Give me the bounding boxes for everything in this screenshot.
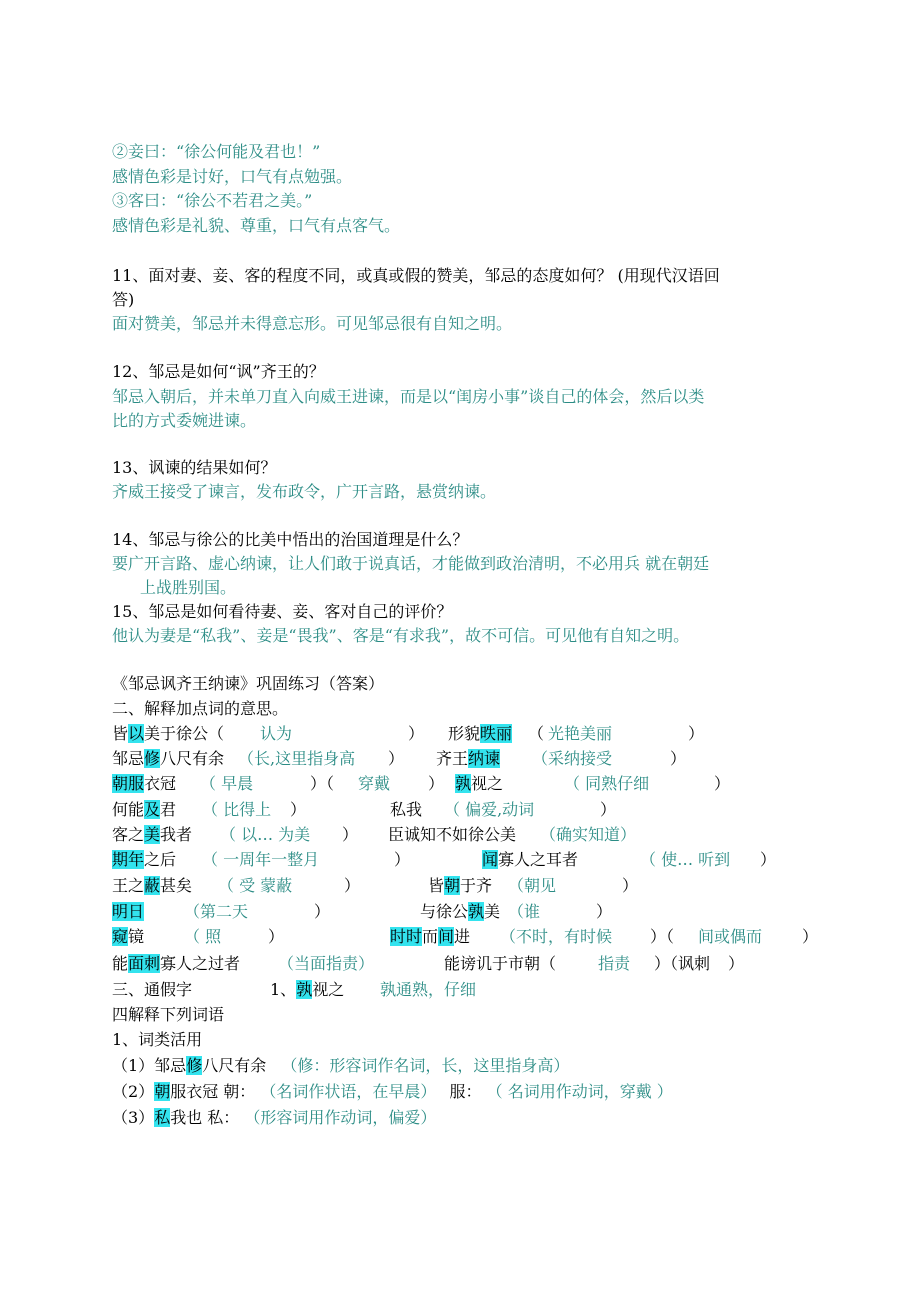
vocab-answer: （ 使… 听到 bbox=[640, 850, 731, 869]
vocab-answer: （不时，有时候 bbox=[500, 927, 613, 946]
paren-close: ） bbox=[408, 724, 425, 743]
vocab-answer: （ 照 bbox=[184, 927, 222, 946]
concubine-answer: 感情色彩是讨好，口气有点勉强。 bbox=[112, 167, 353, 186]
guest-answer: 感情色彩是礼貌、尊重，口气有点客气。 bbox=[112, 216, 401, 235]
highlighted-word: 间 bbox=[438, 927, 455, 946]
vocab-item: 闻寡人之耳者 bbox=[482, 850, 579, 869]
paren-close: ） bbox=[428, 774, 445, 793]
part2-heading: 二、解释加点词的意思。 bbox=[112, 699, 289, 718]
word-usage-2: （2）朝服衣冠 朝： （名词作状语，在早晨） 服： （ 名词用作动词，穿戴 ） bbox=[112, 1082, 673, 1101]
practice-title: 《邹忌讽齐王纳谏》巩固练习（答案） bbox=[112, 674, 385, 693]
paren-close: ） bbox=[714, 774, 731, 793]
vocab-answer: （第二天 bbox=[184, 902, 249, 921]
vocab-answer: （ 偏爱,动词 bbox=[444, 800, 535, 819]
paren-close: ） bbox=[268, 927, 285, 946]
vocab-item: 私我 bbox=[390, 800, 423, 819]
part4-heading: 四解释下列词语 bbox=[112, 1005, 225, 1024]
vocab-answer: （ 比得上 bbox=[202, 800, 272, 819]
paren-close: ） bbox=[622, 876, 639, 895]
highlighted-word: 修 bbox=[186, 1056, 203, 1075]
highlighted-word: 期年 bbox=[112, 850, 145, 869]
highlighted-word: 窥 bbox=[112, 927, 129, 946]
vocab-answer: （ 以… 为美 bbox=[220, 825, 311, 844]
vocab-answer: （名词作状语，在早晨） bbox=[260, 1082, 437, 1101]
highlighted-word: 蔽 bbox=[144, 876, 161, 895]
q13-question: 13、讽谏的结果如何？ bbox=[112, 458, 277, 477]
vocab-item: 客之美我者 bbox=[112, 825, 193, 844]
document-page: ②妾曰：“徐公何能及君也！” 感情色彩是讨好，口气有点勉强。 ③客曰：“徐公不若君之美。” 感情色彩是礼貌、尊重，口气有点客气。 11、面对妻、妾、客的程度不同，或真或假的赞美，邹忌的态度如何？ (用现代汉语回 答) 面对赞美，邹忌并未得意忘形。可见邹忌很有自知之明。 12、邹忌是如何“讽”齐王的？ 邹忌入朝后，并未单刀直入向威王进谏，而是以“闺房小事”谈自己的体会，然后以类 比的方式委婉进谏。 13、讽谏的结果如何？ 齐威王接受了谏言，发布政令，广开言路，悬赏纳谏。 14、邹忌与徐公的比美中悟出的治国道理是什么？ 要广开言路、虚心纳谏，让人们敢于说真话，才能做到政治清明，不必用兵 就在朝廷 上战胜别国。 15、邹忌是如何看待妻、妾、客对自己的评价？ 他认为妻是“私我”、妾是“畏我”、客是“有求我”，故不可信。可见他有自知之明。 《邹忌讽齐王纳谏》巩固练习（答案） 二、解释加点词的意思。 皆以美于徐公（ 认为 ） 形貌昳丽 （ 光艳美丽 ） 邹忌修八尺有余 （长,这里指身高 ） 齐王纳谏 （采纳接受 ） 朝服衣冠 （ 早晨 ）（ 穿戴 ） 孰视之 （ 同熟仔细 ） 何能及君 （ 比得上 ） 私我 （ 偏爱,动词 ） 客之美我者 （ 以… 为美 ） 臣诚知不如徐公美 （确实知道） 期年之后 （ 一周年一整月 ） 闻寡人之耳者 （ 使… 听到 ） 王之蔽甚矣 （ 受 蒙蔽 ） 皆朝于齐 （朝见 ） 明日 （第二天 ） 与徐公孰美 （谁 ） 窥镜 （ 照 ） 时时而间进 （不时，有时候 ）（ 间或偶而 ） 能面刺寡人之过者 （当面指责） 能谤讥于市朝（ 指责 ）（讽刺 ） 三、通假字 1、孰视之 孰通熟，仔细 四解释下列词语 1、词类活用 （1）邹忌修八尺有余 （修：形容词作名词，长，这里指身高） （2）朝服衣冠 朝： （名词作状语，在早晨） 服： （ 名词用作动词，穿戴 ） （3）私我也 私： （形容词用作动词，偏爱） bbox=[112, 142, 819, 1127]
vocab-item: 臣诚知不如徐公美 bbox=[388, 825, 517, 844]
word-usage-3: （3）私我也 私： （形容词用作动词，偏爱） bbox=[112, 1108, 437, 1127]
vocab-item: 邹忌修八尺有余 bbox=[112, 749, 225, 768]
vocab-item: 孰视之 bbox=[455, 774, 504, 793]
highlighted-word: 朝服 bbox=[112, 774, 145, 793]
q14-answer-line2: 上战胜别国。 bbox=[140, 578, 237, 597]
highlighted-word: 及 bbox=[144, 800, 161, 819]
highlighted-word: 孰 bbox=[468, 902, 485, 921]
highlighted-word: 私 bbox=[154, 1108, 171, 1127]
paren-close: ） bbox=[688, 724, 705, 743]
vocab-answer: （ 一周年一整月 bbox=[202, 850, 320, 869]
paren-close: ） bbox=[600, 800, 617, 819]
vocab-item: 皆朝于齐 bbox=[428, 876, 493, 895]
paren-close: ） bbox=[802, 927, 819, 946]
vocab-item: 期年之后 bbox=[112, 850, 177, 869]
sub1-heading: 1、词类活用 bbox=[112, 1030, 203, 1049]
vocab-item: 与徐公孰美 bbox=[420, 902, 501, 921]
vocab-answer: 指责 bbox=[598, 954, 631, 973]
vocab-answer: （ 名词用作动词，穿戴 ） bbox=[486, 1082, 673, 1101]
vocab-item: 1、孰视之 bbox=[270, 980, 345, 999]
vocab-item: 能面刺寡人之过者 bbox=[112, 954, 241, 973]
vocab-item: 齐王纳谏 bbox=[436, 749, 501, 768]
vocab-answer: （ 早晨 bbox=[200, 774, 254, 793]
vocab-answer: （修：形容词作名词，长，这里指身高） bbox=[281, 1056, 570, 1075]
highlighted-word: 美 bbox=[144, 825, 161, 844]
vocab-answer: （长,这里指身高 bbox=[238, 749, 356, 768]
highlighted-word: 纳谏 bbox=[468, 749, 501, 768]
vocab-answer: 光艳美丽 bbox=[548, 724, 613, 743]
word-usage-1: （1）邹忌修八尺有余 （修：形容词作名词，长，这里指身高） bbox=[112, 1056, 570, 1075]
paren-close: ） bbox=[596, 902, 613, 921]
paren-close: ） bbox=[670, 749, 687, 768]
highlighted-word: 明日 bbox=[112, 902, 145, 921]
vocab-answer: （形容词用作动词，偏爱） bbox=[244, 1108, 437, 1127]
highlighted-word: 孰 bbox=[455, 774, 472, 793]
vocab-item: 皆以美于徐公（ bbox=[112, 724, 225, 743]
vocab-item: 能谤讥于市朝（ bbox=[444, 954, 557, 973]
highlighted-word: 昳丽 bbox=[480, 724, 513, 743]
vocab-item: 时时而间进 bbox=[390, 927, 471, 946]
highlighted-word: 面刺 bbox=[128, 954, 161, 973]
q15-answer: 他认为妻是“私我”、妾是“畏我”、客是“有求我”，故不可信。可见他有自知之明。 bbox=[112, 626, 690, 645]
vocab-item: 形貌昳丽 bbox=[448, 724, 513, 743]
q13-answer: 齐威王接受了谏言，发布政令，广开言路，悬赏纳谏。 bbox=[112, 482, 497, 501]
q11-question-line1: 11、面对妻、妾、客的程度不同，或真或假的赞美，邹忌的态度如何？ (用现代汉语回 bbox=[112, 266, 720, 285]
vocab-item: 何能及君 bbox=[112, 800, 177, 819]
q14-question: 14、邹忌与徐公的比美中悟出的治国道理是什么？ bbox=[112, 530, 469, 549]
concubine-quote: ②妾曰：“徐公何能及君也！” bbox=[112, 142, 321, 161]
paren-close: ） bbox=[314, 902, 331, 921]
vocab-answer: （确实知道） bbox=[540, 825, 637, 844]
vocab-item: 王之蔽甚矣 bbox=[112, 876, 193, 895]
vocab-answer: 间或偶而 bbox=[698, 927, 763, 946]
highlighted-word: 朝 bbox=[154, 1082, 171, 1101]
vocab-answer: （当面指责） bbox=[278, 954, 375, 973]
part3-heading: 三、通假字 bbox=[112, 980, 193, 999]
q12-answer-line1: 邹忌入朝后，并未单刀直入向威王进谏，而是以“闺房小事”谈自己的体会，然后以类 bbox=[112, 387, 705, 406]
paren-close: ） bbox=[344, 876, 361, 895]
q15-question: 15、邹忌是如何看待妻、妾、客对自己的评价？ bbox=[112, 602, 453, 621]
paren-close: ） bbox=[290, 800, 307, 819]
q11-question-line2: 答) bbox=[112, 290, 135, 309]
q12-answer-line2: 比的方式委婉进谏。 bbox=[112, 411, 257, 430]
vocab-answer: （采纳接受 bbox=[532, 749, 613, 768]
vocab-item: 窥镜 bbox=[112, 927, 145, 946]
paren-close: ） bbox=[760, 850, 777, 869]
vocab-answer: （ 受 蒙蔽 bbox=[218, 876, 293, 895]
q14-answer-line1: 要广开言路、虚心纳谏，让人们敢于说真话，才能做到政治清明，不必用兵 就在朝廷 bbox=[112, 554, 710, 573]
paren-close: ） bbox=[394, 850, 411, 869]
q11-answer: 面对赞美，邹忌并未得意忘形。可见邹忌很有自知之明。 bbox=[112, 314, 513, 333]
vocab-answer: （朝见 bbox=[508, 876, 557, 895]
vocab-answer: 穿戴 bbox=[358, 774, 391, 793]
highlighted-word: 以 bbox=[128, 724, 145, 743]
vocab-item: 朝服衣冠 bbox=[112, 774, 177, 793]
q12-question: 12、邹忌是如何“讽”齐王的？ bbox=[112, 362, 325, 381]
vocab-answer: （谁 bbox=[508, 902, 541, 921]
highlighted-word: 闻 bbox=[482, 850, 499, 869]
highlighted-word: 朝 bbox=[444, 876, 461, 895]
highlighted-word: 修 bbox=[144, 749, 161, 768]
paren-close: ） bbox=[342, 825, 359, 844]
guest-quote: ③客曰：“徐公不若君之美。” bbox=[112, 191, 313, 210]
vocab-item bbox=[112, 901, 144, 923]
vocab-answer: 孰通熟，仔细 bbox=[380, 980, 477, 999]
highlighted-word: 时时 bbox=[390, 927, 423, 946]
vocab-answer: 认为 bbox=[260, 724, 293, 743]
paren-close: ） bbox=[728, 954, 745, 973]
vocab-answer: （ 同熟仔细 bbox=[564, 774, 650, 793]
paren-close: ） bbox=[388, 749, 405, 768]
highlighted-word: 孰 bbox=[296, 980, 313, 999]
